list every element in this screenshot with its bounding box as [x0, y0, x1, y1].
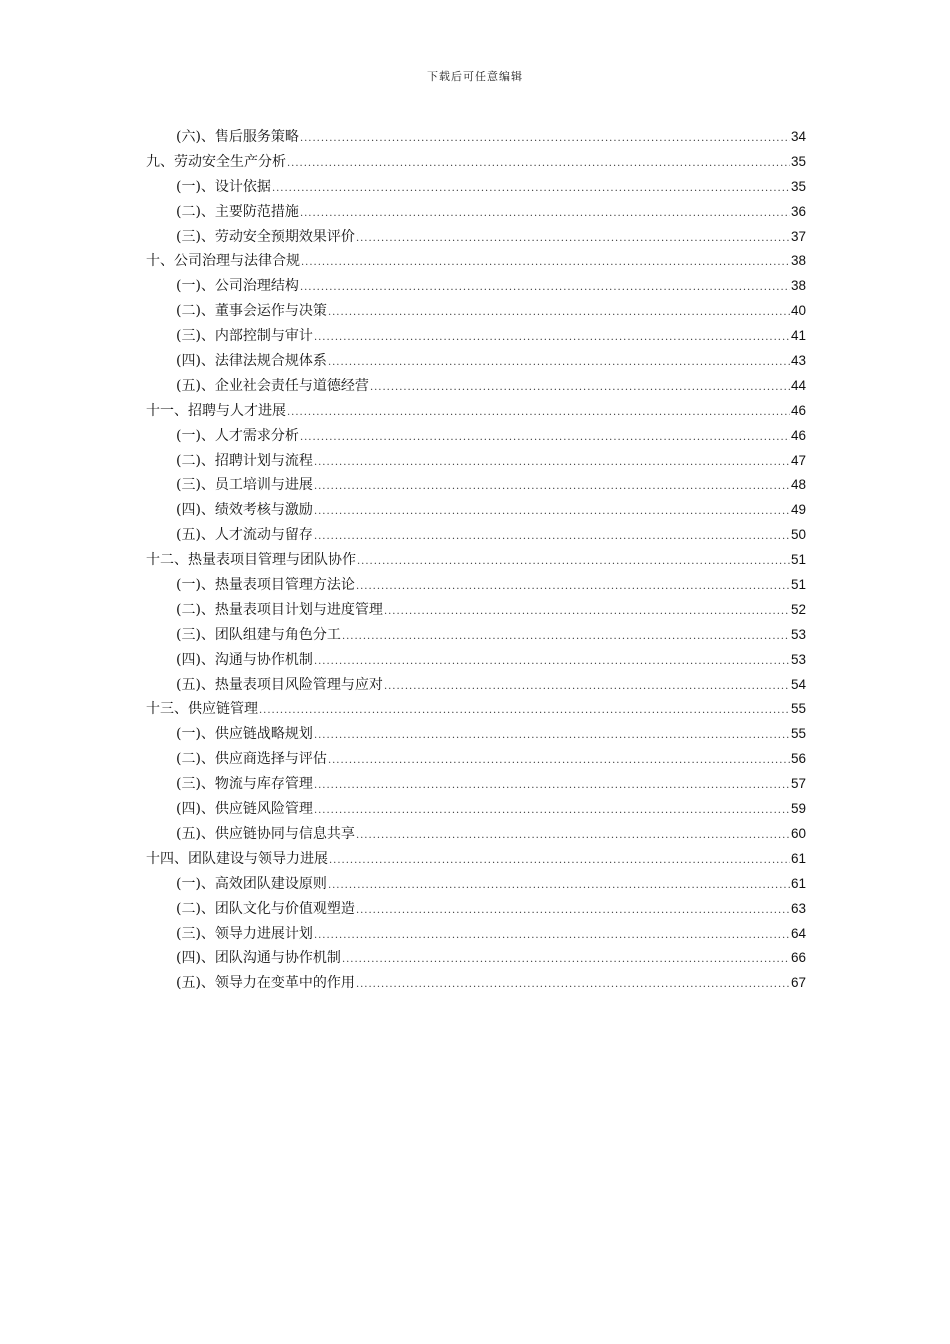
toc-section-entry[interactable] — [146, 872, 806, 897]
toc-dot-leader — [329, 849, 790, 874]
toc-page-number: 54 — [790, 676, 806, 692]
toc-section-entry[interactable] — [146, 623, 806, 648]
toc-dot-leader — [314, 924, 790, 949]
toc-entry-title: (二)、招聘计划与流程 — [176, 452, 313, 469]
toc-page-number: 64 — [790, 925, 806, 941]
toc-page-number: 53 — [790, 626, 806, 642]
toc-dot-leader — [287, 401, 790, 426]
toc-section-entry[interactable] — [146, 125, 806, 150]
toc-entry-title: (三)、团队组建与角色分工 — [176, 626, 341, 643]
toc-page-number: 48 — [790, 477, 806, 493]
toc-chapter-entry[interactable] — [146, 249, 806, 274]
toc-entry-title: (一)、热量表项目管理方法论 — [176, 577, 355, 594]
toc-dot-leader — [287, 152, 790, 177]
toc-section-entry[interactable] — [146, 797, 806, 822]
toc-dot-leader — [357, 550, 790, 575]
toc-chapter-entry[interactable] — [146, 399, 806, 424]
toc-dot-leader — [384, 600, 790, 625]
toc-entry-title: (一)、设计依据 — [176, 178, 271, 195]
toc-page-number: 49 — [790, 502, 806, 518]
toc-section-entry[interactable] — [146, 175, 806, 200]
toc-page-number: 61 — [790, 875, 806, 891]
toc-page-number: 55 — [790, 726, 806, 742]
page-header: 下载后可任意编辑 — [427, 70, 523, 83]
toc-section-entry[interactable] — [146, 673, 806, 698]
toc-dot-leader — [356, 575, 790, 600]
toc-page-number: 53 — [790, 651, 806, 667]
toc-chapter-entry[interactable] — [146, 150, 806, 175]
toc-entry-title: 十、公司治理与法律合规 — [146, 253, 300, 270]
toc-section-entry[interactable] — [146, 498, 806, 523]
toc-page-number: 57 — [790, 776, 806, 792]
toc-dot-leader — [272, 177, 790, 202]
toc-entry-title: (三)、内部控制与审计 — [176, 328, 313, 345]
toc-section-entry[interactable] — [146, 946, 806, 971]
toc-entry-title: (四)、供应链风险管理 — [176, 801, 313, 818]
toc-page-number: 56 — [790, 751, 806, 767]
toc-page-number: 61 — [790, 850, 806, 866]
toc-entry-title: (三)、领导力进展计划 — [176, 925, 313, 942]
toc-section-entry[interactable] — [146, 324, 806, 349]
toc-section-entry[interactable] — [146, 274, 806, 299]
toc-dot-leader — [301, 251, 790, 276]
toc-page-number: 55 — [790, 701, 806, 717]
toc-chapter-entry[interactable] — [146, 548, 806, 573]
toc-dot-leader — [314, 525, 790, 550]
toc-entry-title: (五)、领导力在变革中的作用 — [176, 975, 355, 992]
table-of-contents — [146, 125, 806, 996]
toc-entry-title: 十一、招聘与人才进展 — [146, 402, 286, 419]
toc-section-entry[interactable] — [146, 897, 806, 922]
toc-section-entry[interactable] — [146, 349, 806, 374]
toc-entry-title: (五)、供应链协同与信息共享 — [176, 825, 355, 842]
toc-dot-leader — [314, 774, 790, 799]
toc-page-number: 46 — [790, 402, 806, 418]
toc-page-number: 66 — [790, 950, 806, 966]
toc-entry-title: (四)、沟通与协作机制 — [176, 651, 313, 668]
toc-entry-title: (二)、团队文化与价值观塑造 — [176, 900, 355, 917]
toc-page-number: 37 — [790, 228, 806, 244]
toc-entry-title: (三)、员工培训与进展 — [176, 477, 313, 494]
toc-dot-leader — [328, 351, 790, 376]
toc-dot-leader — [342, 948, 790, 973]
toc-section-entry[interactable] — [146, 648, 806, 673]
toc-section-entry[interactable] — [146, 598, 806, 623]
toc-dot-leader — [342, 625, 790, 650]
toc-page-number: 50 — [790, 527, 806, 543]
toc-dot-leader — [259, 699, 790, 724]
toc-entry-title: (五)、企业社会责任与道德经营 — [176, 377, 369, 394]
toc-chapter-entry[interactable] — [146, 847, 806, 872]
toc-entry-title: 十二、热量表项目管理与团队协作 — [146, 552, 356, 569]
toc-entry-title: (一)、人才需求分析 — [176, 427, 299, 444]
toc-page-number: 41 — [790, 328, 806, 344]
toc-dot-leader — [314, 326, 790, 351]
toc-dot-leader — [314, 799, 790, 824]
toc-dot-leader — [300, 202, 790, 227]
toc-dot-leader — [328, 749, 790, 774]
toc-page-number: 51 — [790, 552, 806, 568]
toc-page-number: 38 — [790, 253, 806, 269]
toc-dot-leader — [384, 675, 790, 700]
toc-page-number: 51 — [790, 577, 806, 593]
toc-entry-title: (一)、供应链战略规划 — [176, 726, 313, 743]
toc-page-number: 63 — [790, 900, 806, 916]
toc-section-entry[interactable] — [146, 747, 806, 772]
toc-page-number: 67 — [790, 975, 806, 991]
toc-section-entry[interactable] — [146, 523, 806, 548]
toc-dot-leader — [300, 127, 790, 152]
toc-dot-leader — [328, 874, 790, 899]
toc-section-entry[interactable] — [146, 922, 806, 947]
toc-entry-title: (二)、热量表项目计划与进度管理 — [176, 601, 383, 618]
toc-dot-leader — [328, 301, 790, 326]
toc-entry-title: (四)、法律法规合规体系 — [176, 353, 327, 370]
toc-dot-leader — [314, 475, 790, 500]
toc-dot-leader — [356, 824, 790, 849]
toc-entry-title: (二)、主要防范措施 — [176, 203, 299, 220]
toc-dot-leader — [300, 276, 790, 301]
toc-section-entry[interactable] — [146, 225, 806, 250]
toc-dot-leader — [300, 426, 790, 451]
toc-section-entry[interactable] — [146, 772, 806, 797]
toc-page-number: 44 — [790, 377, 806, 393]
toc-chapter-entry[interactable] — [146, 697, 806, 722]
toc-section-entry[interactable] — [146, 971, 806, 996]
toc-section-entry[interactable] — [146, 424, 806, 449]
toc-entry-title: 十四、团队建设与领导力进展 — [146, 850, 328, 867]
toc-dot-leader — [356, 973, 790, 998]
toc-page-number: 36 — [790, 203, 806, 219]
toc-page-number: 60 — [790, 825, 806, 841]
toc-page-number: 59 — [790, 801, 806, 817]
toc-page-number: 46 — [790, 427, 806, 443]
toc-section-entry[interactable] — [146, 822, 806, 847]
toc-dot-leader — [314, 724, 790, 749]
toc-page-number: 35 — [790, 178, 806, 194]
toc-entry-title: (三)、劳动安全预期效果评价 — [176, 228, 355, 245]
toc-page-number: 34 — [790, 129, 806, 144]
toc-section-entry[interactable] — [146, 573, 806, 598]
toc-page-number: 38 — [790, 278, 806, 294]
toc-section-entry[interactable] — [146, 299, 806, 324]
toc-entry-title: (四)、团队沟通与协作机制 — [176, 950, 341, 967]
toc-entry-title: (六)、售后服务策略 — [176, 129, 299, 145]
toc-entry-title: (三)、物流与库存管理 — [176, 776, 313, 793]
toc-dot-leader — [356, 899, 790, 924]
toc-dot-leader — [370, 376, 790, 401]
toc-entry-title: (四)、绩效考核与激励 — [176, 502, 313, 519]
toc-dot-leader — [314, 500, 790, 525]
toc-section-entry[interactable] — [146, 722, 806, 747]
toc-section-entry[interactable] — [146, 374, 806, 399]
toc-section-entry[interactable] — [146, 473, 806, 498]
toc-entry-title: (一)、高效团队建设原则 — [176, 875, 327, 892]
toc-entry-title: (二)、董事会运作与决策 — [176, 303, 327, 320]
toc-entry-title: (五)、热量表项目风险管理与应对 — [176, 676, 383, 693]
toc-section-entry[interactable] — [146, 449, 806, 474]
toc-dot-leader — [314, 451, 790, 476]
toc-page-number: 40 — [790, 303, 806, 319]
toc-page-number: 43 — [790, 353, 806, 369]
toc-entry-title: (二)、供应商选择与评估 — [176, 751, 327, 768]
toc-entry-title: (一)、公司治理结构 — [176, 278, 299, 295]
toc-page-number: 35 — [790, 153, 806, 169]
toc-entry-title: 九、劳动安全生产分析 — [146, 153, 286, 170]
toc-page-number: 47 — [790, 452, 806, 468]
toc-entry-title: 十三、供应链管理 — [146, 701, 258, 718]
toc-section-entry[interactable] — [146, 200, 806, 225]
toc-dot-leader — [356, 227, 790, 252]
toc-entry-title: (五)、人才流动与留存 — [176, 527, 313, 544]
toc-dot-leader — [314, 650, 790, 675]
toc-page-number: 52 — [790, 601, 806, 617]
